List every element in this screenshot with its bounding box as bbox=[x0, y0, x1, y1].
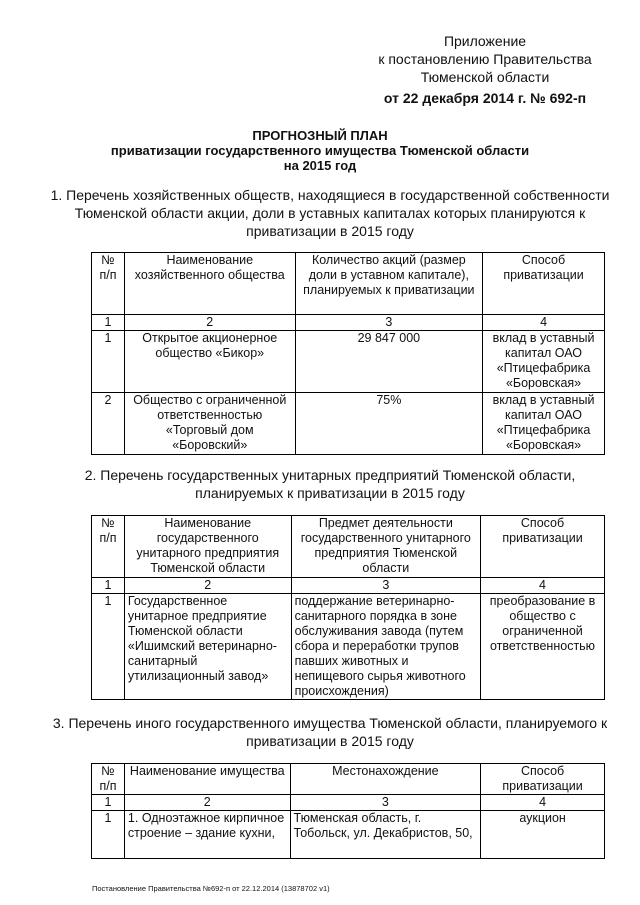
section1-heading: 1. Перечень хозяйственных обществ, находящиеся в государственной собственности Тюменской области акции, доли в уставных капиталах которых планируются к приватизации в 2015 году bbox=[50, 187, 610, 239]
page-subtitle-year: на 2015 год bbox=[283, 158, 357, 173]
column-number: 1 bbox=[92, 315, 125, 331]
company-name: Открытое акционерное общество «Бикор» bbox=[124, 331, 295, 393]
table-row bbox=[92, 594, 605, 700]
page-title: ПРОГНОЗНЫЙ ПЛАН bbox=[252, 128, 388, 143]
page-subtitle: приватизации государственного имущества Тюменской области bbox=[110, 143, 530, 158]
property-location: Тюменская область, г. Тобольск, ул. Декабристов, 50, bbox=[290, 811, 481, 859]
section3-heading: 3. Перечень иного государственного имущества Тюменской области, планируемого к приватизации в 2015 году bbox=[52, 715, 608, 749]
column-number: 3 bbox=[290, 795, 481, 811]
column-header: № п/п bbox=[92, 253, 125, 315]
appendix-decree-ref: к постановлению Правительства bbox=[378, 51, 592, 67]
enterprise-activity: поддержание ветеринарно-санитарного порядка в зоне обслуживания завода (путем сбора и переработки трупов павших животных и непищевого сырья животного происхождения) bbox=[291, 594, 481, 700]
section2-table bbox=[91, 515, 605, 700]
column-number-row bbox=[92, 578, 605, 594]
row-number: 1 bbox=[92, 331, 125, 393]
column-number: 1 bbox=[92, 578, 125, 594]
column-number-row bbox=[92, 315, 605, 331]
row-number: 1 bbox=[92, 594, 125, 700]
appendix-header bbox=[360, 32, 610, 86]
privatization-method: преобразование в общество с ограниченной ответственностью bbox=[481, 594, 605, 700]
share-quantity: 29 847 000 bbox=[295, 331, 482, 393]
table-header-row bbox=[92, 764, 605, 795]
column-number: 1 bbox=[92, 795, 125, 811]
column-header: Местонахождение bbox=[290, 764, 481, 795]
table-row bbox=[92, 393, 605, 455]
privatization-method: вклад в уставный капитал ОАО «Птицефабрика «Боровская» bbox=[483, 393, 605, 455]
column-header: Способ приватизации bbox=[483, 253, 605, 315]
column-number: 3 bbox=[295, 315, 482, 331]
section3-table bbox=[91, 763, 605, 859]
table-row bbox=[92, 811, 605, 859]
column-header: Количество акций (размер доли в уставном капитале), планируемых к приватизации bbox=[295, 253, 482, 315]
column-header: Способ приватизации bbox=[481, 764, 605, 795]
company-name: Общество с ограниченной ответственностью «Торговый дом «Боровский» bbox=[124, 393, 295, 455]
decree-date-number: от 22 декабря 2014 г. № 692-п bbox=[383, 90, 587, 106]
privatization-method: вклад в уставный капитал ОАО «Птицефабрика «Боровская» bbox=[483, 331, 605, 393]
table-header-row bbox=[92, 516, 605, 578]
column-header: Предмет деятельности государственного унитарного предприятия Тюменской области bbox=[291, 516, 481, 578]
row-number: 1 bbox=[92, 811, 125, 859]
column-header: Наименование государственного унитарного предприятия Тюменской области bbox=[124, 516, 291, 578]
column-header: Наименование имущества bbox=[124, 764, 290, 795]
table-header-row bbox=[92, 253, 605, 315]
appendix-region: Тюменской области bbox=[420, 69, 550, 85]
column-number: 4 bbox=[483, 315, 605, 331]
share-quantity: 75% bbox=[295, 393, 482, 455]
column-number-row bbox=[92, 795, 605, 811]
column-header: Способ приватизации bbox=[481, 516, 605, 578]
column-header: Наименование хозяйственного общества bbox=[124, 253, 295, 315]
property-name: 1. Одноэтажное кирпичное строение – здание кухни, bbox=[124, 811, 290, 859]
row-number: 2 bbox=[92, 393, 125, 455]
table-row bbox=[92, 331, 605, 393]
enterprise-name: Государственное унитарное предприятие Тюменской области «Ишимский ветеринарно-санитарный утилизационный завод» bbox=[124, 594, 291, 700]
column-number: 4 bbox=[481, 578, 605, 594]
column-number: 3 bbox=[291, 578, 481, 594]
column-number: 2 bbox=[124, 795, 290, 811]
column-number: 2 bbox=[124, 578, 291, 594]
column-header: № п/п bbox=[92, 764, 125, 795]
appendix-label: Приложение bbox=[443, 33, 527, 49]
section1-table bbox=[91, 252, 605, 455]
section2-heading: 2. Перечень государственных унитарных предприятий Тюменской области, планируемых к приватизации в 2015 году bbox=[84, 467, 576, 501]
document-footer: Постановление Правительства №692-п от 22.12.2014 (13878702 v1) bbox=[92, 884, 330, 893]
column-number: 2 bbox=[124, 315, 295, 331]
column-number: 4 bbox=[481, 795, 605, 811]
column-header: № п/п bbox=[92, 516, 125, 578]
privatization-method: аукцион bbox=[481, 811, 605, 859]
